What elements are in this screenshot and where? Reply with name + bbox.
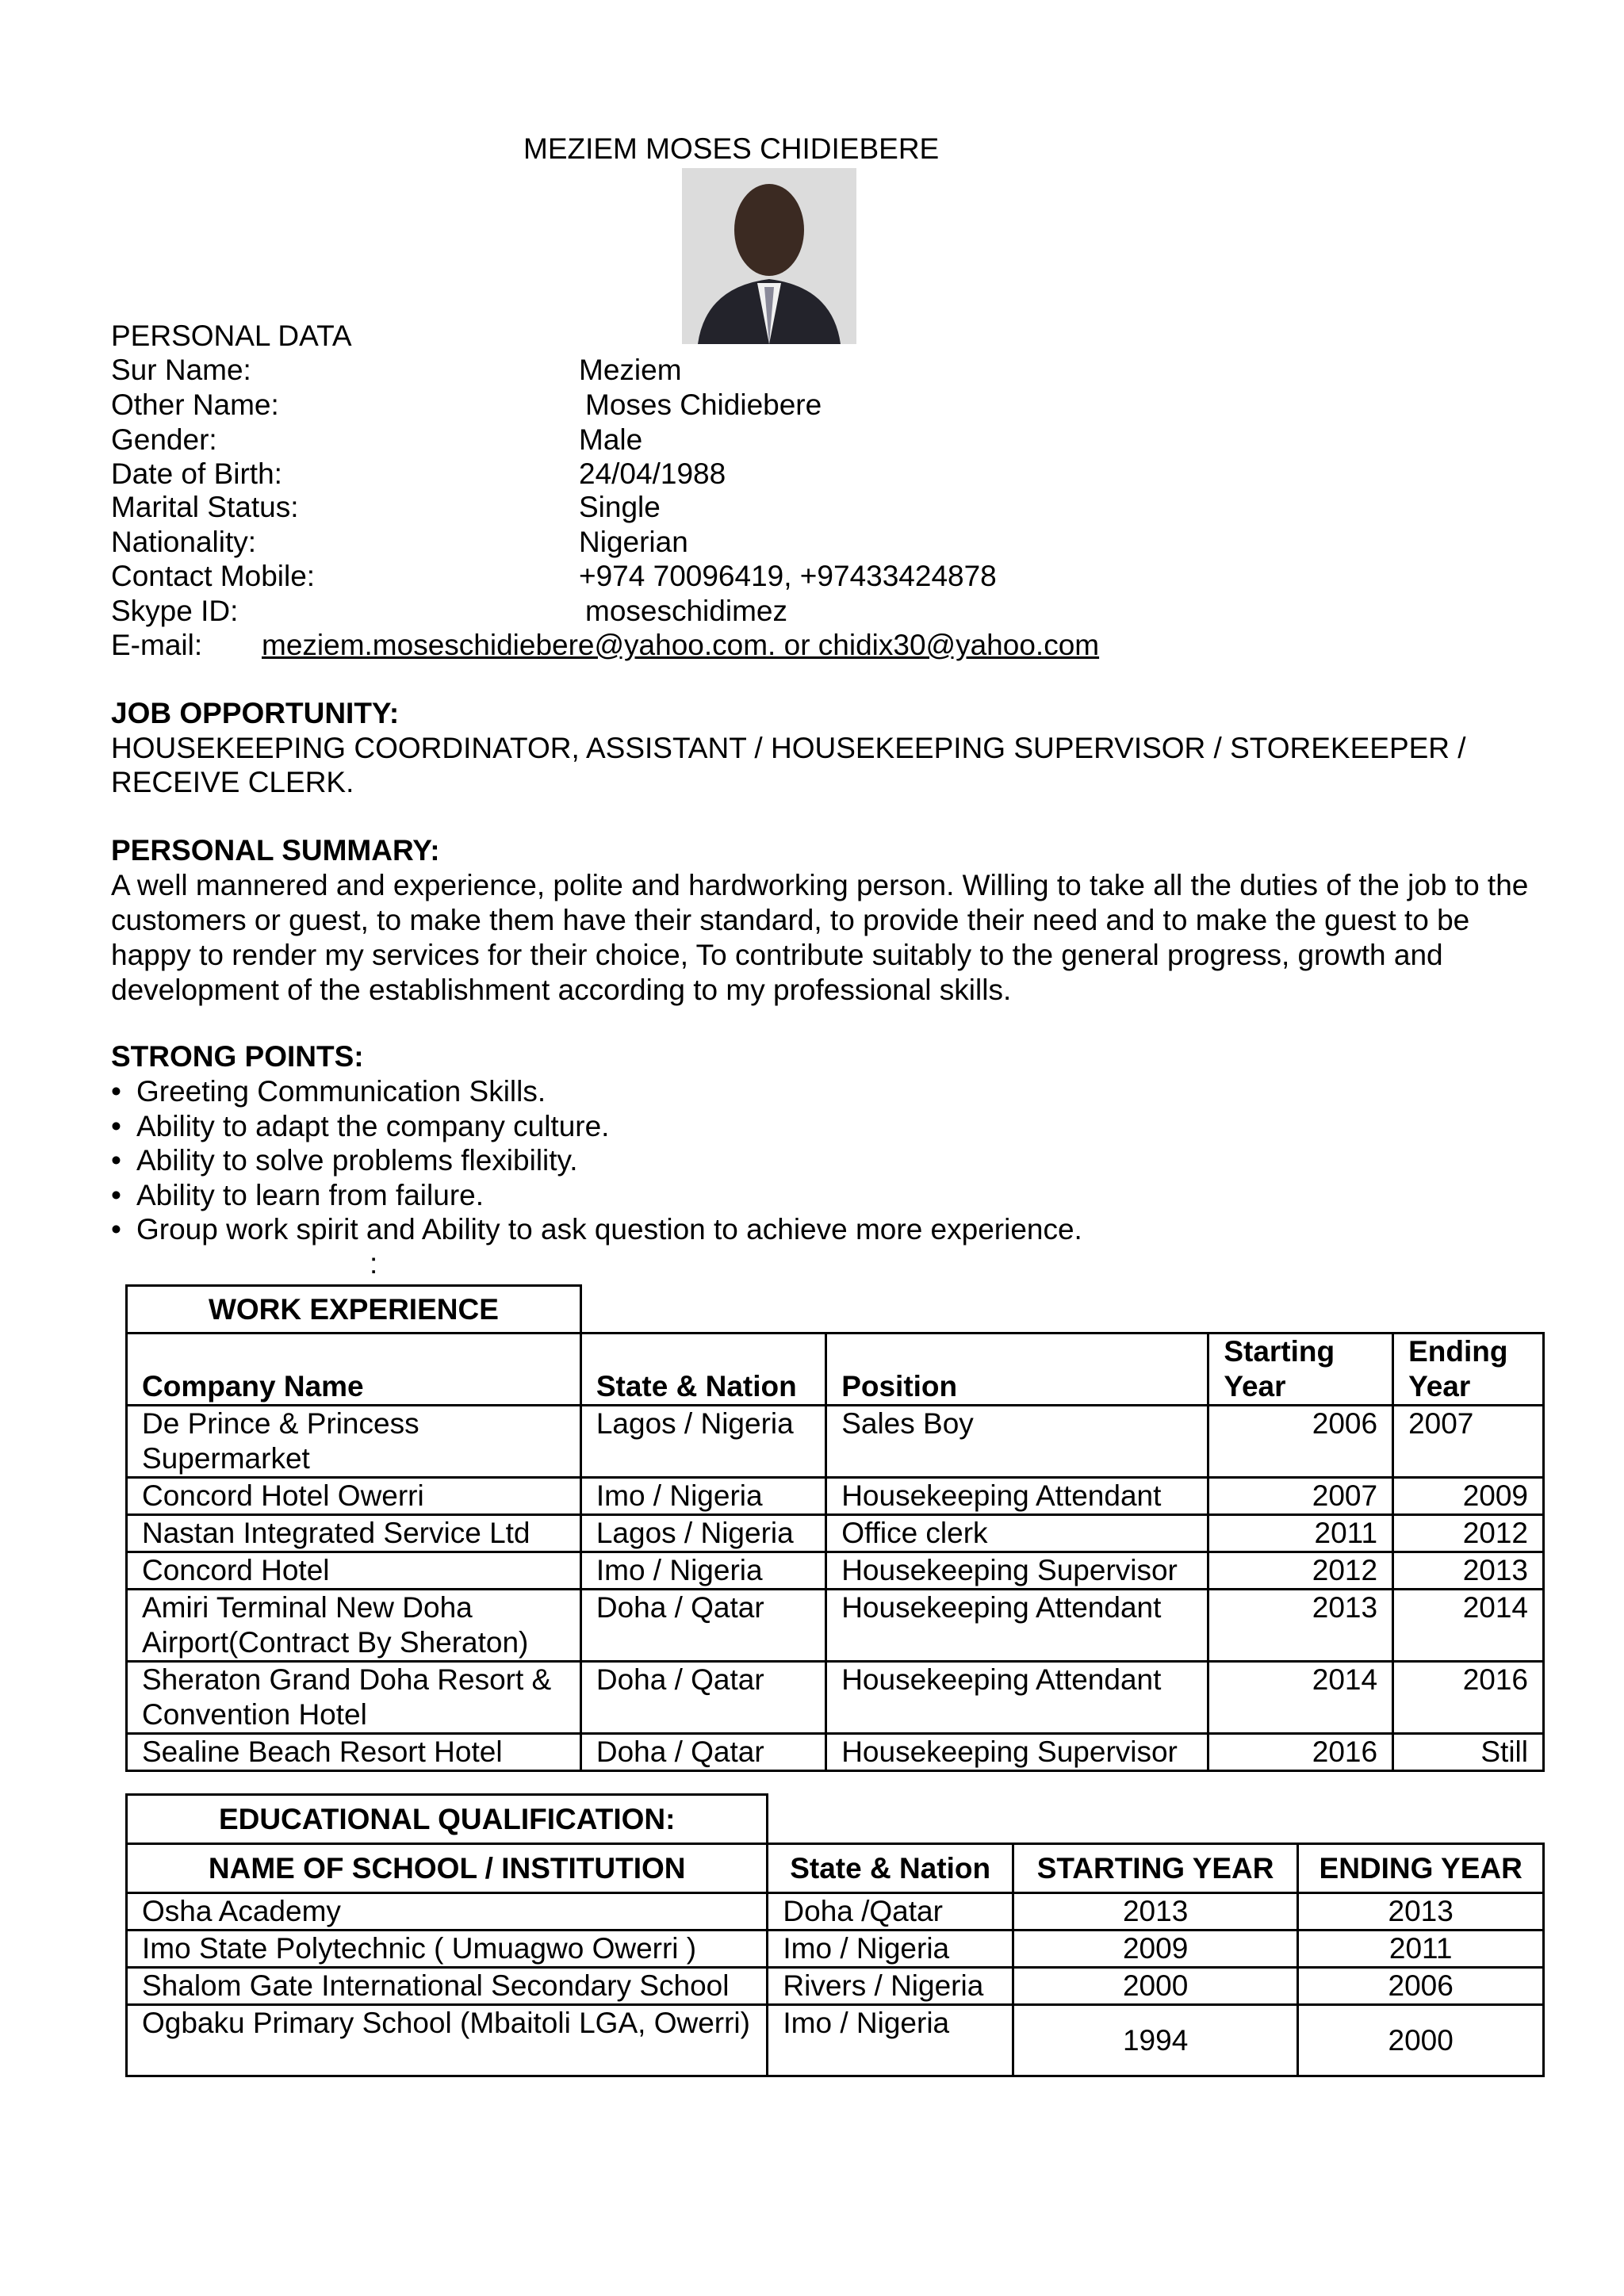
cell-state: Doha /Qatar xyxy=(768,1893,1013,1931)
cell-end-year: 2014 xyxy=(1393,1590,1544,1662)
work-experience-title-row xyxy=(127,1286,1544,1334)
table-row xyxy=(127,1515,1544,1552)
cell-state: Doha / Qatar xyxy=(580,1662,825,1734)
cell-start-year: 2016 xyxy=(1208,1734,1393,1771)
cell-company: Nastan Integrated Service Ltd xyxy=(127,1515,581,1552)
cell-school: Imo State Polytechnic ( Umuagwo Owerri ) xyxy=(127,1931,768,1968)
column-header-state: State & Nation xyxy=(768,1844,1013,1893)
table-header-row xyxy=(127,1334,1544,1406)
strong-point-text: Group work spirit and Ability to ask question to achieve more experience. xyxy=(136,1213,1082,1246)
education-title-row xyxy=(127,1795,1544,1844)
table-row xyxy=(127,1406,1544,1478)
cell-start-year: 2000 xyxy=(1013,1968,1298,2005)
cell-position: Housekeeping Attendant xyxy=(826,1478,1208,1515)
column-header-ending-year: Ending Year xyxy=(1393,1334,1544,1406)
nationality-label: Nationality: xyxy=(111,526,257,558)
cell-position: Housekeeping Attendant xyxy=(826,1590,1208,1662)
cell-end-year: 2012 xyxy=(1393,1515,1544,1552)
column-header-state: State & Nation xyxy=(580,1334,825,1406)
personal-data-heading: PERSONAL DATA xyxy=(111,320,352,352)
cell-company: Sealine Beach Resort Hotel xyxy=(127,1734,581,1771)
personal-summary-heading: PERSONAL SUMMARY: xyxy=(111,834,440,867)
resume-title: MEZIEM MOSES CHIDIEBERE xyxy=(523,132,940,165)
cell-state: Imo / Nigeria xyxy=(768,2005,1013,2076)
table-row xyxy=(127,2005,1544,2076)
table-row xyxy=(127,1893,1544,1931)
cell-company: Concord Hotel xyxy=(127,1552,581,1590)
column-header-starting-year: STARTING YEAR xyxy=(1013,1844,1298,1893)
column-header-ending-year: ENDING YEAR xyxy=(1298,1844,1544,1893)
cell-state: Imo / Nigeria xyxy=(768,1931,1013,1968)
cell-start-year: 1994 xyxy=(1013,2005,1298,2076)
column-header-position: Position xyxy=(826,1334,1208,1406)
nationality-value: Nigerian xyxy=(579,526,688,558)
cell-position: Housekeeping Supervisor xyxy=(826,1552,1208,1590)
strong-point-item xyxy=(111,1074,546,1109)
cell-position: Housekeeping Supervisor xyxy=(826,1734,1208,1771)
table-row xyxy=(127,1662,1544,1734)
bullet-icon: • xyxy=(111,1144,121,1177)
table-row xyxy=(127,1478,1544,1515)
cell-start-year: 2014 xyxy=(1208,1662,1393,1734)
dob-value: 24/04/1988 xyxy=(579,457,726,490)
dob-label: Date of Birth: xyxy=(111,457,282,490)
cell-end-year: 2016 xyxy=(1393,1662,1544,1734)
gender-label: Gender: xyxy=(111,423,217,456)
education-title: EDUCATIONAL QUALIFICATION: xyxy=(127,1795,768,1844)
skype-id-value: moseschidimez xyxy=(585,595,787,627)
bullet-icon: • xyxy=(111,1213,121,1246)
personal-summary-text: A well mannered and experience, polite and hardworking person. Willing to take all the duties of the job to the customers or guest, to make them have their standard, to provide their need and to make the guest to be happy to render my services for their choice, To contribute suitably to the general progress, growth and development of the establishment according to my professional skills. xyxy=(111,869,1529,1006)
cell-end-year: 2006 xyxy=(1298,1968,1544,2005)
cell-start-year: 2013 xyxy=(1013,1893,1298,1931)
job-opportunity-heading: JOB OPPORTUNITY: xyxy=(111,697,400,729)
cell-start-year: 2012 xyxy=(1208,1552,1393,1590)
cell-start-year: 2006 xyxy=(1208,1406,1393,1478)
table-row xyxy=(127,1931,1544,1968)
cell-start-year: 2011 xyxy=(1208,1515,1393,1552)
cell-end-year: 2000 xyxy=(1298,2005,1544,2076)
bullet-icon: • xyxy=(111,1075,121,1108)
cell-end-year: 2013 xyxy=(1393,1552,1544,1590)
cell-state: Rivers / Nigeria xyxy=(768,1968,1013,2005)
cell-company: Concord Hotel Owerri xyxy=(127,1478,581,1515)
cell-state: Lagos / Nigeria xyxy=(580,1515,825,1552)
cell-company: Amiri Terminal New Doha Airport(Contract By Sheraton) xyxy=(127,1590,581,1662)
cell-end-year: 2009 xyxy=(1393,1478,1544,1515)
cell-state: Lagos / Nigeria xyxy=(580,1406,825,1478)
cell-school: Ogbaku Primary School (Mbaitoli LGA, Owerri) xyxy=(127,2005,768,2076)
other-name-label: Other Name: xyxy=(111,388,279,421)
gender-value: Male xyxy=(579,423,643,456)
table-row xyxy=(127,1968,1544,2005)
cell-state: Doha / Qatar xyxy=(580,1734,825,1771)
email-label: E-mail: xyxy=(111,629,203,661)
strong-point-item xyxy=(111,1109,609,1144)
contact-mobile-label: Contact Mobile: xyxy=(111,560,316,592)
table-row xyxy=(127,1734,1544,1771)
cell-school: Shalom Gate International Secondary School xyxy=(127,1968,768,2005)
column-header-starting-year: Starting Year xyxy=(1208,1334,1393,1406)
job-opportunity-line-1: HOUSEKEEPING COORDINATOR, ASSISTANT / HOUSEKEEPING SUPERVISOR / STOREKEEPER / xyxy=(111,732,1466,764)
cell-position: Sales Boy xyxy=(826,1406,1208,1478)
strong-points-heading: STRONG POINTS: xyxy=(111,1040,364,1073)
strong-point-text: Ability to learn from failure. xyxy=(136,1179,485,1211)
bullet-icon: • xyxy=(111,1110,121,1142)
strong-point-item xyxy=(111,1143,578,1178)
portrait-image xyxy=(682,168,856,344)
cell-state: Doha / Qatar xyxy=(580,1590,825,1662)
cell-position: Housekeeping Attendant xyxy=(826,1662,1208,1734)
column-header-company: Company Name xyxy=(127,1334,581,1406)
table-row xyxy=(127,1590,1544,1662)
cell-company: De Prince & Princess Supermarket xyxy=(127,1406,581,1478)
cell-company: Sheraton Grand Doha Resort & Convention Hotel xyxy=(127,1662,581,1734)
column-header-school: NAME OF SCHOOL / INSTITUTION xyxy=(127,1844,768,1893)
strong-point-text: Greeting Communication Skills. xyxy=(136,1075,546,1108)
bullet-icon: • xyxy=(111,1179,121,1211)
cell-end-year: 2007 xyxy=(1393,1406,1544,1478)
work-experience-table xyxy=(125,1284,1545,1772)
education-table xyxy=(125,1793,1545,2077)
cell-state: Imo / Nigeria xyxy=(580,1478,825,1515)
table-row xyxy=(127,1552,1544,1590)
surname-label: Sur Name: xyxy=(111,354,251,386)
marital-status-label: Marital Status: xyxy=(111,491,299,523)
skype-id-label: Skype ID: xyxy=(111,595,239,627)
strong-point-item xyxy=(111,1212,1082,1247)
cell-position: Office clerk xyxy=(826,1515,1208,1552)
cell-end-year: Still xyxy=(1393,1734,1544,1771)
email-link[interactable]: meziem.moseschidiebere@yahoo.com. or chidix30@yahoo.com xyxy=(262,629,1100,661)
marital-status-value: Single xyxy=(579,491,661,523)
cell-school: Osha Academy xyxy=(127,1893,768,1931)
other-name-value: Moses Chidiebere xyxy=(585,388,822,421)
cell-end-year: 2013 xyxy=(1298,1893,1544,1931)
cell-start-year: 2009 xyxy=(1013,1931,1298,1968)
job-opportunity-line-2: RECEIVE CLERK. xyxy=(111,766,354,798)
strong-point-item xyxy=(111,1178,484,1213)
cell-end-year: 2011 xyxy=(1298,1931,1544,1968)
cell-state: Imo / Nigeria xyxy=(580,1552,825,1590)
table-header-row xyxy=(127,1844,1544,1893)
work-experience-title: WORK EXPERIENCE xyxy=(127,1286,581,1334)
profile-photo xyxy=(682,168,856,344)
cell-start-year: 2013 xyxy=(1208,1590,1393,1662)
contact-mobile-value: +974 70096419, +97433424878 xyxy=(579,560,997,592)
strong-point-text: Ability to solve problems flexibility. xyxy=(136,1144,578,1177)
cell-start-year: 2007 xyxy=(1208,1478,1393,1515)
stray-colon: : xyxy=(370,1247,378,1280)
surname-value: Meziem xyxy=(579,354,682,386)
strong-point-text: Ability to adapt the company culture. xyxy=(136,1110,610,1142)
